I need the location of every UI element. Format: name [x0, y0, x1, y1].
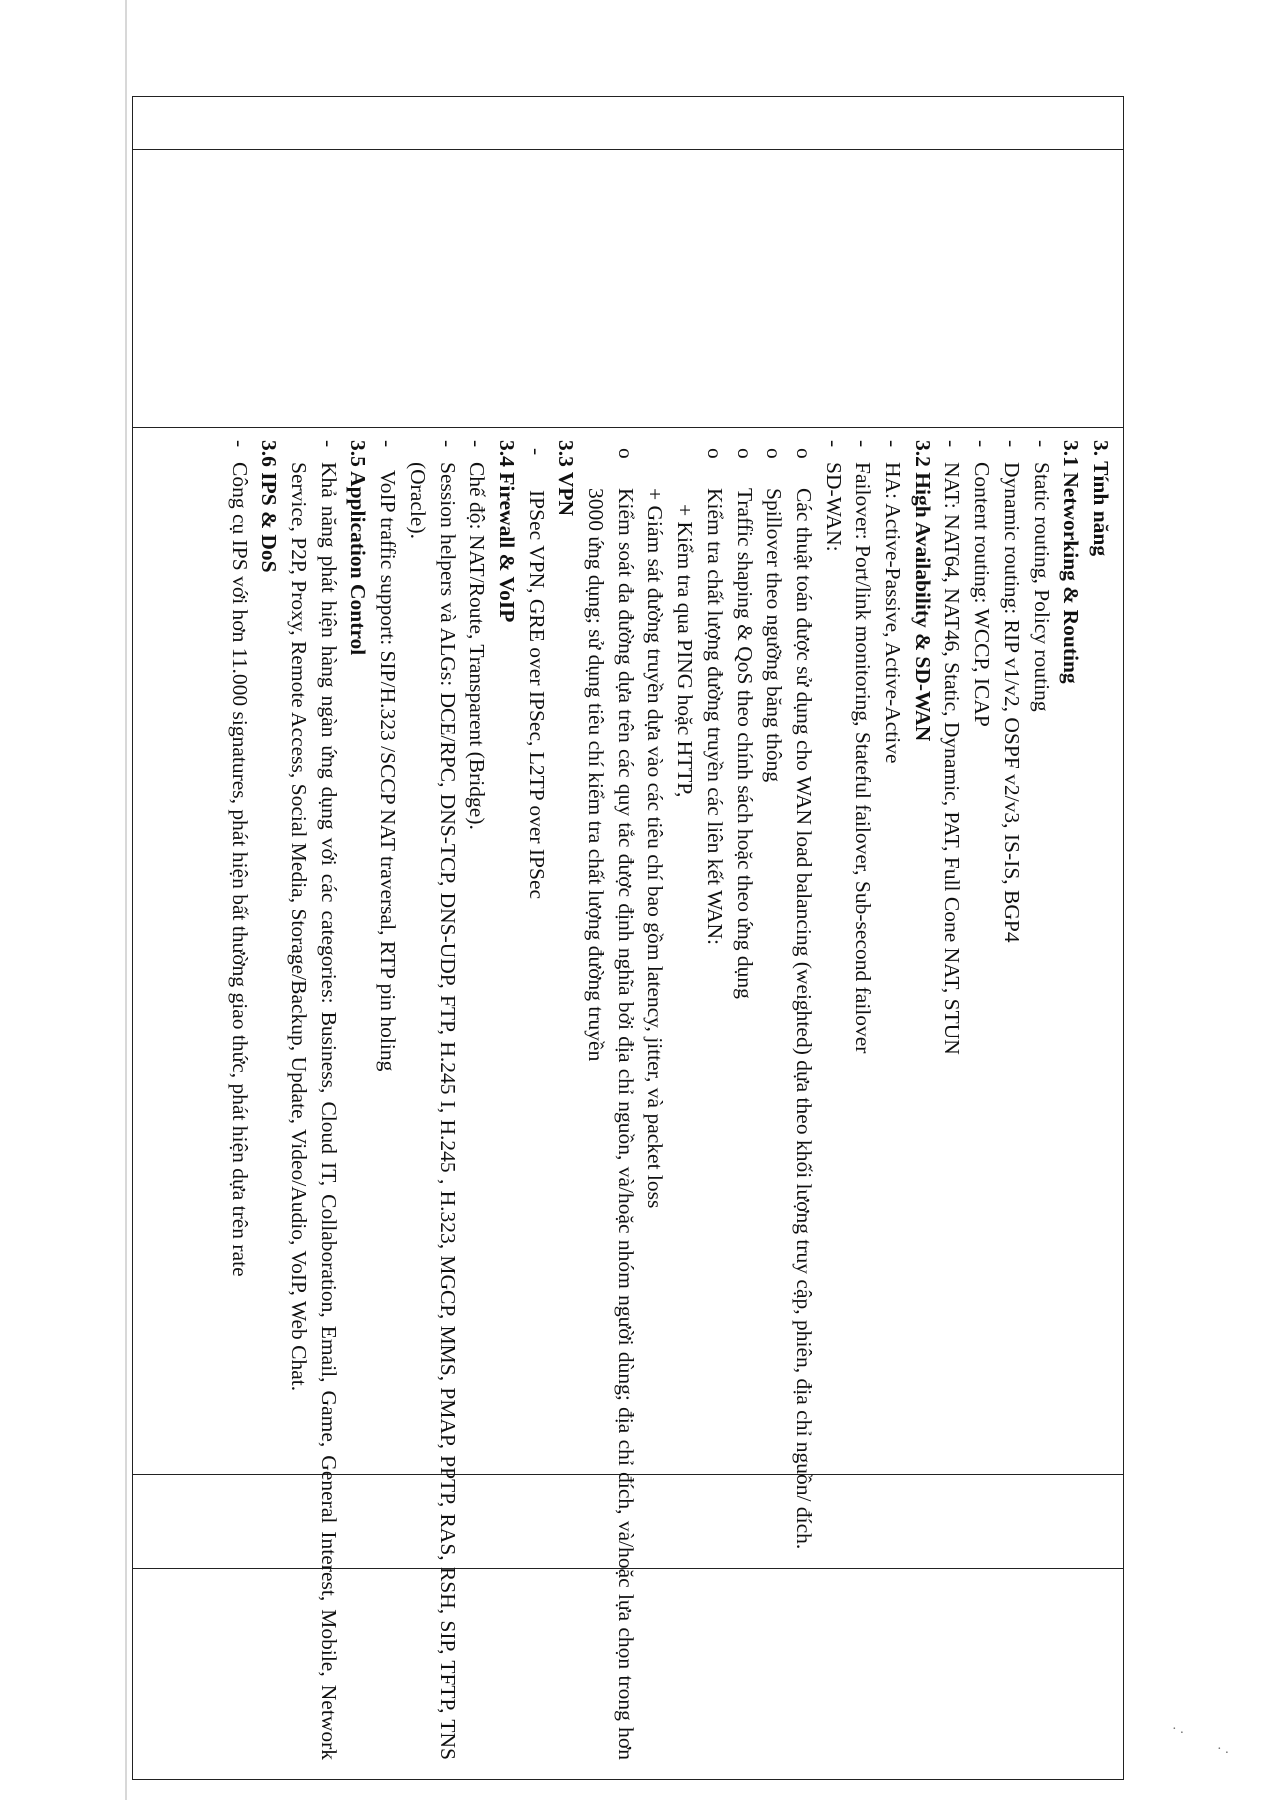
sub-list-item: o Kiểm soát đa đường dựa trên các quy tắc được định nghĩa bởi địa chỉ nguồn, và/hoặc nhóm người dùng; địa chỉ đích, và/hoặc lựa chọn trong hơn 3000 ứng dụng; sử dụng tiêu chí kiểm tra chất lượng đường truyền: [584, 448, 638, 1760]
subsection-heading-firewall: 3.4 Firewall & VoIP: [494, 440, 519, 623]
list-item: - Failover: Port/link monitoring, Stateful failover, Sub-second failover: [851, 440, 876, 1054]
list-item: - Session helpers và ALGs: DCE/RPC, DNS-TCP, DNS-UDP, FTP, H.245 I, H.245 , H.323, MGCP, MMS, PMAP, PPTP, RAS, RSH, SIP, TFTP, TNS (Oracle).: [405, 440, 460, 1760]
list-item: - Content routing: WCCP, ICAP: [970, 440, 995, 727]
scan-dots: · .: [1217, 1742, 1229, 1757]
plus-item: + Kiểm tra qua PING hoặc HTTP,: [673, 504, 698, 798]
list-item: - IPSec VPN, GRE over IPSec, L2TP over IPSec: [524, 448, 549, 900]
list-item: - Dynamic routing: RIP v1/v2, OSPF v2/v3, IS-IS, BGP4: [999, 440, 1024, 943]
list-item: - NAT: NAT64, NAT46, Static, Dynamic, PAT, Full Cone NAT, STUN: [940, 440, 965, 1055]
plus-item: + Giám sát đường truyền dựa vào các tiêu chí bao gồm latency, jitter, và packet loss: [643, 488, 668, 1209]
sub-list-item: o Spillover theo ngưỡng băng thông: [762, 448, 787, 783]
list-item: - VoIP traffic support: SIP/H.323 /SCCP NAT traversal, RTP pin holing: [376, 440, 401, 1072]
list-item: - Static routing, Policy routing: [1029, 440, 1054, 712]
table-row-divider-top: [132, 149, 1124, 150]
scan-edge-line: [125, 0, 127, 1800]
scan-dots: · .: [1172, 1722, 1184, 1737]
subsection-heading-ips-dos: 3.6 IPS & DoS: [257, 440, 282, 573]
sub-list-item: o Các thuật toán được sử dụng cho WAN load balancing (weighted) dựa theo khối lượng truy cập, phiên, địa chỉ nguồn/ đích.: [791, 448, 816, 1550]
subsection-heading-networking: 3.1 Networking & Routing: [1059, 440, 1084, 684]
list-item: - Công cụ IPS với hơn 11.000 signatures, phát hiện bất thường giao thức, phát hiện dựa trên rate: [227, 440, 252, 1277]
rotated-feature-text: [195, 440, 1115, 1760]
sub-list-item: o Traffic shaping & QoS theo chính sách hoặc theo ứng dụng: [732, 448, 757, 999]
subsection-heading-ha-sdwan: 3.2 High Availability & SD-WAN: [910, 440, 935, 742]
list-item: - SD-WAN:: [821, 440, 846, 552]
section-title: 3. Tính năng: [1089, 440, 1113, 557]
list-item: - HA: Active-Passive, Active-Active: [881, 440, 906, 764]
list-item: - Khả năng phát hiện hàng ngàn ứng dụng với các categories: Business, Cloud IT, Collaboration, Email, Game, General Interest, Mobile, Network Service, P2P, Proxy, Remote Access, Social Media, Storage/Backup, Update, Video/Audio, VoIP, Web Chat.: [287, 440, 341, 1760]
list-item: - Chế độ: NAT/Route, Transparent (Bridge).: [465, 440, 490, 830]
sub-list-item: o Kiểm tra chất lượng đường truyền các liên kết WAN:: [702, 448, 727, 946]
table-row-divider-content-top: [132, 427, 1124, 428]
subsection-heading-app-control: 3.5 Application Control: [346, 440, 371, 656]
subsection-heading-vpn: 3.3 VPN: [554, 440, 579, 517]
